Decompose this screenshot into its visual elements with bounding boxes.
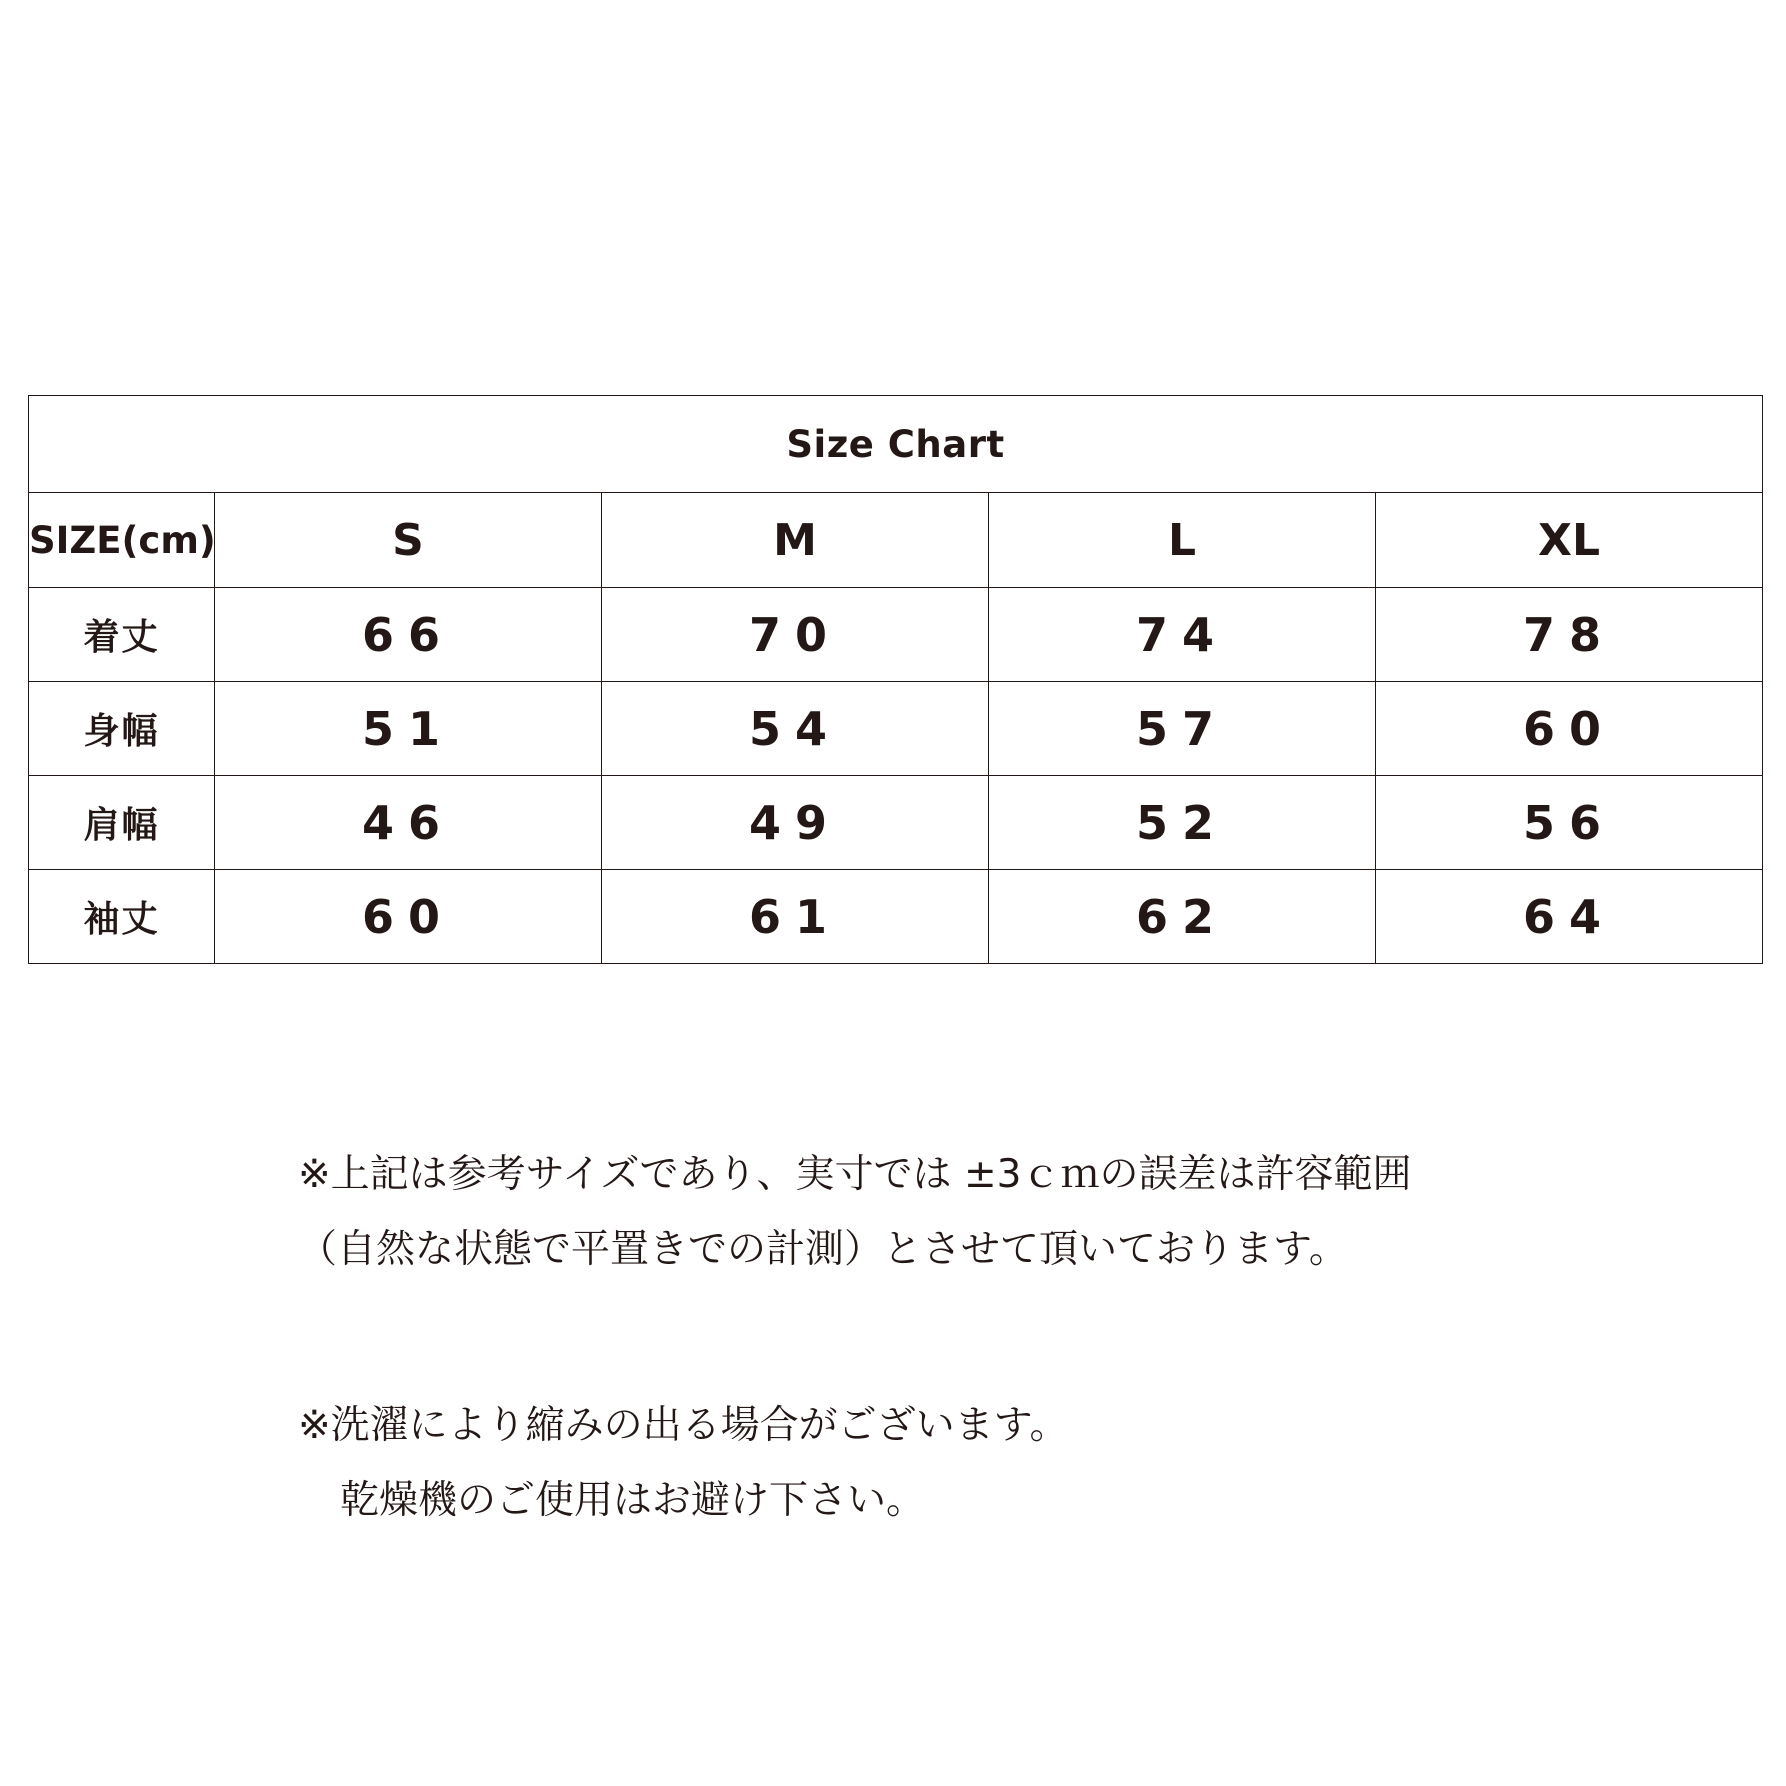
- row-label: 肩幅: [29, 776, 215, 870]
- notes-section: [298, 1152, 1598, 1523]
- header-size-m: M: [602, 493, 989, 588]
- table-row-length: [29, 588, 1763, 682]
- table-cell: 49: [602, 776, 989, 870]
- table-header-row: [29, 493, 1763, 588]
- row-label: 身幅: [29, 682, 215, 776]
- table-cell: 57: [989, 682, 1376, 776]
- note-measurement-line-1: ※上記は参考サイズであり、実寸では ±3ｃｍの誤差は許容範囲: [298, 1152, 1412, 1197]
- table-row-sleeve-length: [29, 870, 1763, 964]
- note-measurement-line-2: （自然な状態で平置きでの計測）とさせて頂いております。: [298, 1227, 1348, 1272]
- note-washing-line-1: ※洗濯により縮みの出る場合がございます。: [298, 1403, 1069, 1448]
- note-washing-line-2: 乾燥機のご使用はお避け下さい。: [340, 1478, 926, 1523]
- table-cell: 51: [215, 682, 602, 776]
- table-row-body-width: [29, 682, 1763, 776]
- table-cell: 52: [989, 776, 1376, 870]
- table-cell: 46: [215, 776, 602, 870]
- table-title-row: [29, 396, 1763, 493]
- table-cell: 60: [1376, 682, 1763, 776]
- table-cell: 61: [602, 870, 989, 964]
- table-cell: 78: [1376, 588, 1763, 682]
- table-cell: 62: [989, 870, 1376, 964]
- table-cell: 54: [602, 682, 989, 776]
- note-spacer: [298, 1269, 1598, 1406]
- table-cell: 64: [1376, 870, 1763, 964]
- header-label-cell: SIZE(cm): [29, 493, 215, 588]
- header-size-xl: XL: [1376, 493, 1763, 588]
- table-row-shoulder-width: [29, 776, 1763, 870]
- table-cell: 66: [215, 588, 602, 682]
- header-size-s: S: [215, 493, 602, 588]
- row-label: 袖丈: [29, 870, 215, 964]
- table-cell: 74: [989, 588, 1376, 682]
- table-cell: 70: [602, 588, 989, 682]
- header-size-l: L: [989, 493, 1376, 588]
- table-cell: 60: [215, 870, 602, 964]
- table-title: Size Chart: [29, 396, 1763, 493]
- row-label: 着丈: [29, 588, 215, 682]
- size-chart-table: [28, 395, 1763, 964]
- table-cell: 56: [1376, 776, 1763, 870]
